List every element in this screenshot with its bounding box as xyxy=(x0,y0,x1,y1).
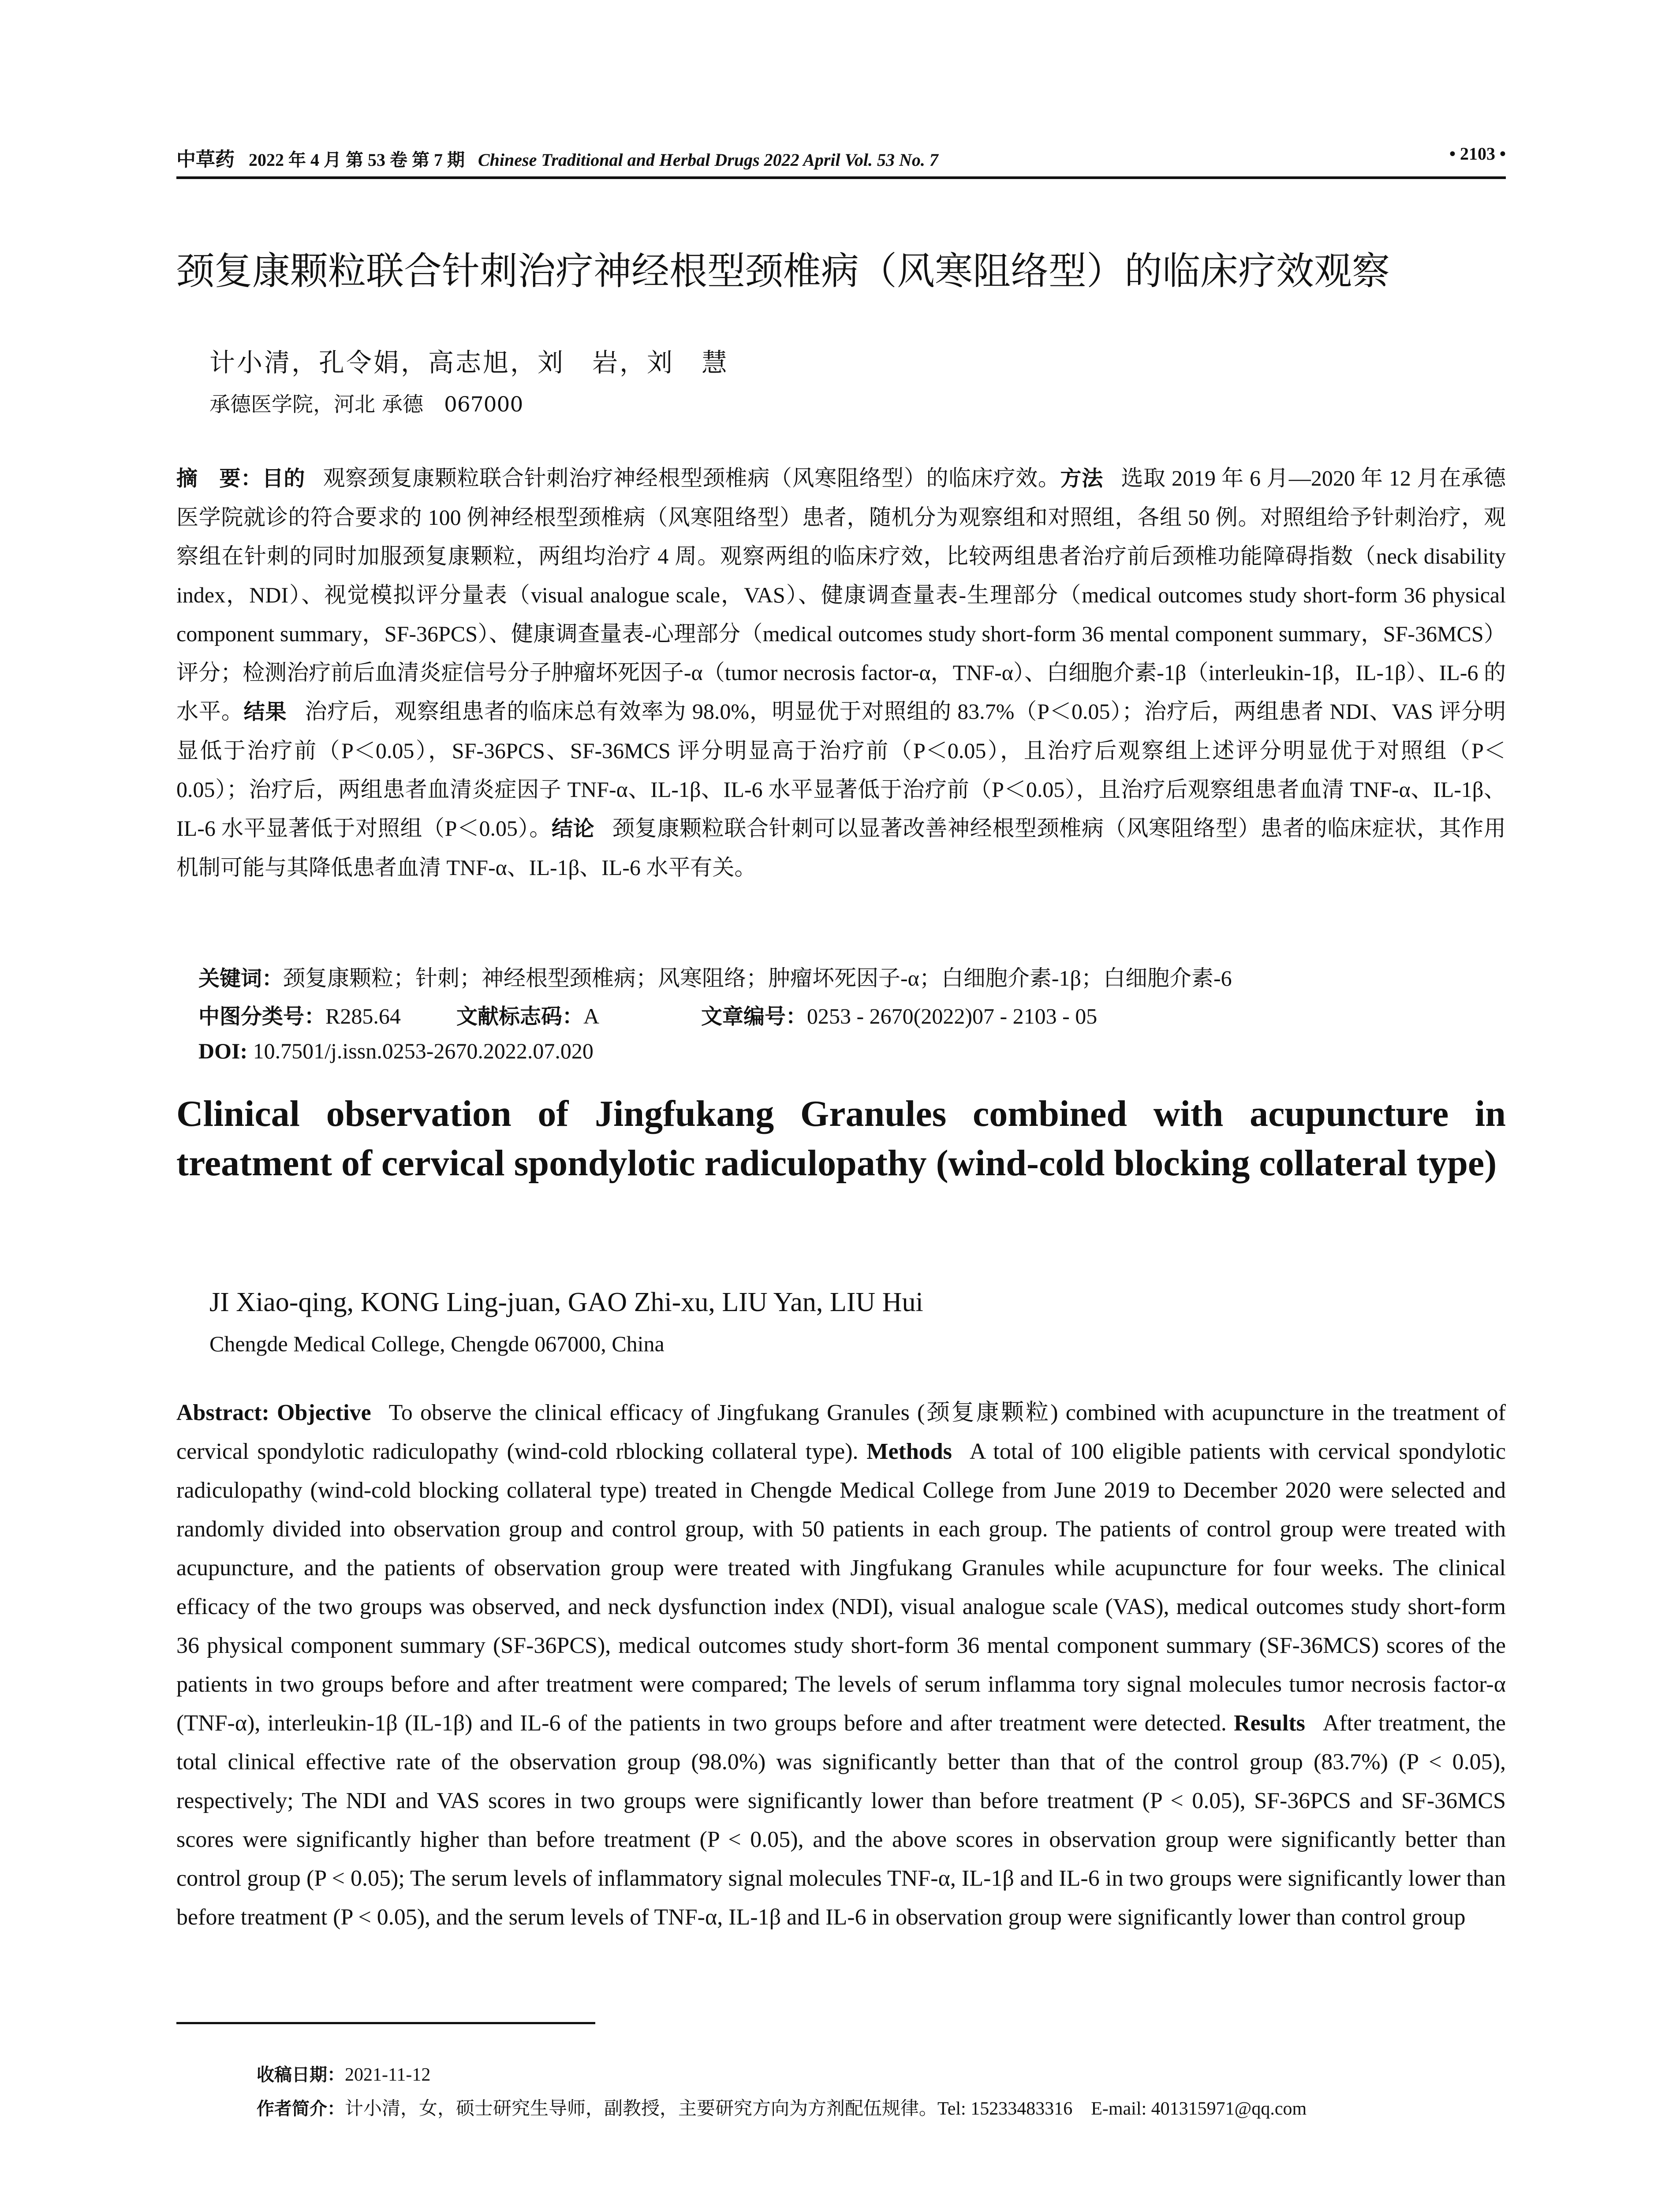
doi-label: DOI: xyxy=(198,1039,248,1063)
author-bio-label: 作者简介： xyxy=(257,2099,345,2119)
cn-keywords: 颈复康颗粒；针刺；神经根型颈椎病；风寒阻络；肿瘤坏死因子-α；白细胞介素-1β；白细胞介素-6 xyxy=(283,966,1232,990)
issue-cn: 2022 年 4 月 第 53 卷 第 7 期 xyxy=(249,150,465,170)
received-label: 收稿日期： xyxy=(257,2065,345,2085)
cn-authors: 计小清，孔令娟，高志旭，刘 岩，刘 慧 xyxy=(209,348,729,377)
cn-title: 颈复康颗粒联合针刺治疗神经根型颈椎病（风寒阻络型）的临床疗效观察 xyxy=(176,249,1390,293)
en-results-label: Results xyxy=(1234,1711,1305,1736)
cn-methods: 选取 2019 年 6 月—2020 年 12 月在承德医学院就诊的符合要求的 100 例神经根型颈椎病（风寒阻络型）患者，随机分为观察组和对照组，各组 50 例。对照组给予针刺治疗，观察组在针刺的同时加服颈复康颗粒，两组均治疗 4 周。观察两组的临床疗效，比较两组患者治疗前后颈椎功能障碍指数（neck disability index，NDI）、视觉模拟评分量表（visual analogue scale，VAS）、健康调查量表-生理部分（medical outcomes study short-form 36 physical component summary，SF-36PCS）、健康调查量表-心理部分（medical outcomes study short-form 36 mental component summary，SF-36MCS）评分；检测治疗前后血清炎症信号分子肿瘤坏死因子-α（tumor necrosis factor-α，TNF-α）、白细胞介素-1β（interleukin-1β，IL-1β）、IL-6 的水平。 xyxy=(176,466,1506,724)
article-no-value: 0253 - 2670(2022)07 - 2103 - 05 xyxy=(807,1004,1098,1028)
cn-affiliation: 承德医学院，河北 承德 067000 xyxy=(209,392,523,417)
clc-label: 中图分类号： xyxy=(198,1004,326,1029)
en-authors: JI Xiao-qing, KONG Ling-juan, GAO Zhi-xu, LIU Yan, LIU Hui xyxy=(209,1287,923,1317)
cn-methods-label: 方法 xyxy=(1060,466,1103,491)
cn-results-label: 结果 xyxy=(243,699,287,724)
cn-keywords-label: 关键词： xyxy=(198,966,284,991)
en-abstract-label: Abstract: Objective xyxy=(176,1400,371,1425)
doc-code-label: 文献标志码： xyxy=(456,1004,584,1029)
cn-results: 治疗后，观察组患者的临床总有效率为 98.0%，明显优于对照组的 83.7%（P＜0.05）；治疗后，两组患者 NDI、VAS 评分明显低于治疗前（P＜0.05），SF-36PCS、SF-36MCS 评分明显高于治疗前（P＜0.05），且治疗后观察组上述评分明显优于对照组（P＜0.05）；治疗后，两组患者血清炎症因子 TNF-α、IL-1β、IL-6 水平显著低于治疗前（P＜0.05），且治疗后观察组患者血清 TNF-α、IL-1β、IL-6 水平显著低于对照组（P＜0.05）。 xyxy=(176,699,1506,841)
en-affiliation: Chengde Medical College, Chengde 067000, China xyxy=(209,1331,665,1356)
cn-conclusion: 颈复康颗粒联合针刺可以显著改善神经根型颈椎病（风寒阻络型）患者的临床症状，其作用机制可能与其降低患者血清 TNF-α、IL-1β、IL-6 水平有关。 xyxy=(176,816,1506,880)
author-bio: 计小清，女，硕士研究生导师，副教授，主要研究方向为方剂配伍规律。Tel: 15233483316 E-mail: 401315971@qq.com xyxy=(345,2099,1307,2119)
received-date: 2021-11-12 xyxy=(345,2065,431,2085)
clc-value: R285.64 xyxy=(325,1004,401,1028)
doc-code-value: A xyxy=(583,1004,600,1028)
en-objective: To observe the clinical efficacy of Jingfukang Granules (颈复康颗粒) combined with acupuncture in the treatment of cervical spondylotic radiculopathy (wind-cold rblocking collateral type). xyxy=(176,1400,1506,1464)
doi-value: 10.7501/j.issn.0253-2670.2022.07.020 xyxy=(253,1039,594,1063)
en-methods-label: Methods xyxy=(866,1439,952,1464)
cn-conclusion-label: 结论 xyxy=(551,816,595,841)
footnote-rule xyxy=(176,2022,595,2024)
header-rule xyxy=(176,176,1506,179)
page-number: • 2103 • xyxy=(1449,144,1506,164)
cn-abstract-label: 摘 要： xyxy=(176,466,262,491)
cn-abstract xyxy=(176,459,1506,919)
en-results: After treatment, the total clinical effective rate of the observation group (98.0%) was significantly better than that of the control group (83.7%) (P < 0.05), respectively; The NDI and VAS scores in two groups were significantly lower than before treatment (P < 0.05), SF-36PCS and SF-36MCS scores were significantly higher than before treatment (P < 0.05), and the above scores in observation group were significantly better than control group (P < 0.05); The serum levels of inflammatory signal molecules TNF-α, IL-1β and IL-6 in two groups were significantly lower than before treatment (P < 0.05), and the serum levels of TNF-α, IL-1β and IL-6 in observation group were significantly lower than control group xyxy=(176,1711,1506,1930)
en-abstract xyxy=(176,1394,1506,1998)
en-methods: A total of 100 eligible patients with cervical spondylotic radiculopathy (wind-cold blocking collateral type) treated in Chengde Medical College from June 2019 to December 2020 were selected and randomly divided into observation group and control group, with 50 patients in each group. The patients of control group were treated with acupuncture, and the patients of observation group were treated with Jingfukang Granules while acupuncture for four weeks. The clinical efficacy of the two groups was observed, and neck dysfunction index (NDI), visual analogue scale (VAS), medical outcomes study short-form 36 physical component summary (SF-36PCS), medical outcomes study short-form 36 mental component summary (SF-36MCS) scores of the patients in two groups before and after treatment were compared; The levels of serum inflamma tory signal molecules tumor necrosis factor-α (TNF-α), interleukin-1β (IL-1β) and IL-6 of the patients in two groups before and after treatment were detected. xyxy=(176,1439,1506,1736)
author-bio-note xyxy=(238,2073,1307,2141)
article-no-label: 文章编号： xyxy=(701,1004,807,1029)
cn-objective: 观察颈复康颗粒联合针刺治疗神经根型颈椎病（风寒阻络型）的临床疗效。 xyxy=(322,466,1060,490)
journal-name: 中草药 xyxy=(176,149,235,170)
doi-line xyxy=(176,1013,594,1089)
issue-en: Chinese Traditional and Herbal Drugs 2022 April Vol. 53 No. 7 xyxy=(478,150,938,170)
running-header xyxy=(176,143,1506,172)
en-title: Clinical observation of Jingfukang Granules combined with acupuncture in treatment of cervical spondylotic radiculopathy (wind-cold blocking collateral type) xyxy=(176,1093,1506,1184)
cn-objective-label: 目的 xyxy=(262,466,305,491)
